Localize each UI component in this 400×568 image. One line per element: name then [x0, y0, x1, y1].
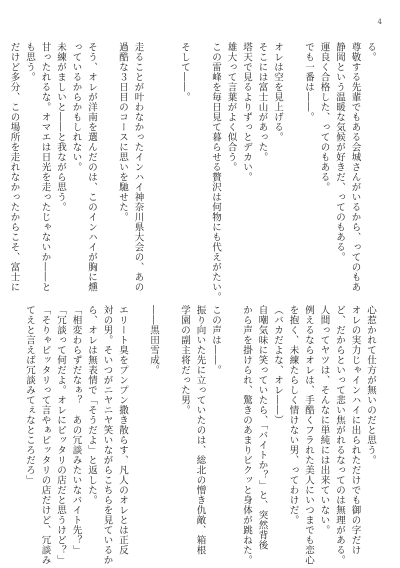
text-line: 心惹かれて仕方が無いのだと思う。: [365, 305, 376, 465]
text-line: そう、オレが洋南を選んだのは、このインハイが胸に燻: [86, 42, 97, 292]
text-line: 甘ったれるな。オマエは日光を走ったじゃないか――と: [39, 42, 51, 292]
text-line: エリート臭をプンプン撒き散らす、凡人のオレとは正反: [117, 305, 128, 555]
text-line: （バカだよな、オレ――）: [272, 305, 283, 425]
text-line: 人間ってヤツは、そんなに単純には出来ていない。: [318, 305, 330, 535]
blank-line: [223, 305, 239, 543]
text-line: 「相変わらずだなぁ？ あの冗談みたいなバイト先？」: [70, 305, 82, 555]
text-line: 未練がましいと――と我ながら思う。: [55, 42, 66, 212]
text-line: オレの実力じゃインハイに出られただけでも御の字だけ: [349, 305, 361, 555]
text-line: も思う。: [24, 42, 35, 82]
text-line: ――黒田雪成。: [148, 305, 159, 375]
text-block-top: [8, 42, 378, 302]
blank-line: [161, 42, 177, 280]
blank-line: [285, 42, 301, 280]
text-line: 振り向いた先に立っていたのは、総北の憎き仇敵、箱根: [194, 305, 206, 555]
text-line: 「冗談って何だよ。オレにピッタリの店だと思うけど？」: [55, 305, 66, 565]
blank-line: [161, 305, 177, 543]
text-line: 例えるならオレは、手酷くフラれた美人にいつまでも恋心: [303, 305, 314, 565]
text-line: この雷峰を毎日見て暮らせる贅沢は何物にも代えがたい。: [210, 42, 221, 302]
text-line: ど、だからといって悲い焦がれるなってのは無理がある。: [334, 305, 345, 565]
text-line: 過酷な３日目のコースに思いを馳せた。: [117, 42, 128, 222]
text-line: オレは空を見上げる。: [272, 42, 283, 142]
text-line: 静岡という温暖な気候が好きだ、ってのもある。: [334, 42, 345, 262]
text-line: る。: [365, 42, 376, 62]
text-line: でも一番は――。: [303, 42, 314, 122]
text-line: から声を掛けられ、驚きのあまりビクッと身体が跳ねた。: [241, 305, 252, 565]
blank-line: [99, 42, 115, 280]
text-line: ら、オレは無表情で「そうだよ」と返した。: [86, 305, 97, 505]
text-line: 塔天で見るよりずっとデカい。: [241, 42, 252, 182]
text-line: てえと言えば冗談みてぇなところだろ」: [24, 305, 35, 485]
blank-line: [130, 305, 146, 543]
text-line: 運良く合格した、ってのもある。: [318, 42, 330, 192]
blank-line: [146, 42, 162, 280]
text-line: 尊敬する先輩でもある会城さんがいるから、ってのもあ: [349, 42, 361, 292]
text-line: 「そりゃピッタリって言やぁピッタリの店だけど、冗談み: [39, 305, 51, 565]
blank-line: [192, 42, 208, 280]
text-line: っているからかもしれない。: [70, 42, 82, 172]
text-line: そこには富士山があった。: [256, 42, 268, 162]
text-line: 学園の副主将だった男。: [179, 305, 190, 415]
text-line: だけど多分、この場所を走れなかったからこそ、富士に: [8, 42, 20, 292]
text-line: を抱く、未練たらしく情けない男、ってわけだ。: [287, 305, 299, 525]
text-line: 対の男。そいつがニヤニヤ笑いながらこちらを見ているか: [101, 305, 113, 565]
text-line: 雄大って言葉がよく似合う。: [225, 42, 237, 172]
text-line: 走ることが叶わなかったインハイ神奈川県大会の、あの: [132, 42, 144, 292]
text-line: 自嘲気味に笑っていたら、「バイトか？」と、突然背後: [256, 305, 268, 551]
text-line: そして――。: [179, 42, 190, 102]
text-line: この声は――。: [210, 305, 221, 375]
text-block-bottom: [22, 305, 378, 565]
page-number: 4: [377, 18, 382, 26]
